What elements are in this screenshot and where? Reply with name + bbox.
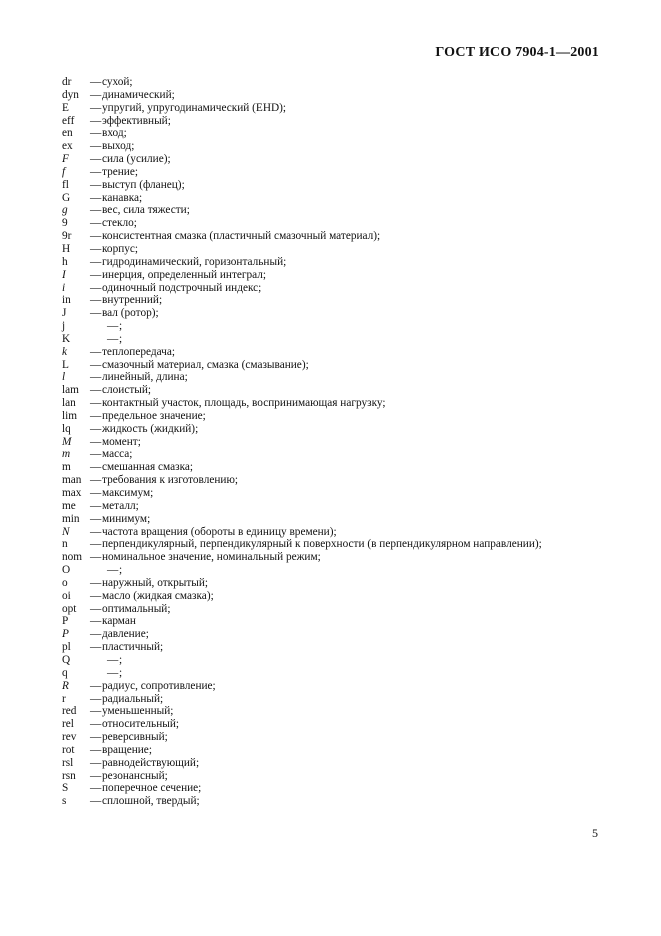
list-item — [62, 89, 622, 102]
dash-separator: — — [90, 679, 102, 692]
dash-separator: — — [90, 551, 102, 564]
dash-separator: — — [90, 731, 102, 744]
symbol-index: E — [62, 101, 69, 114]
symbol-index: oi — [62, 589, 71, 602]
symbol-description: номинальное значение, номинальный режим; — [102, 551, 321, 564]
list-item — [62, 243, 622, 256]
list-item — [62, 718, 622, 731]
symbol-description: вес, сила тяжести; — [102, 204, 190, 217]
symbol-description: уменьшенный; — [102, 705, 174, 718]
symbol-description: выход; — [102, 140, 135, 153]
symbol-index: dr — [62, 76, 72, 88]
symbol-index: P — [62, 615, 69, 628]
list-item — [62, 397, 622, 410]
dash-separator: — — [90, 217, 102, 230]
symbol-description: динамический; — [102, 88, 175, 101]
symbol-description: вращение; — [102, 743, 152, 756]
symbol-index: i — [62, 281, 66, 294]
dash-separator: — — [107, 564, 119, 577]
symbol-description: момент; — [102, 435, 141, 448]
symbol-description: слоистый; — [102, 384, 152, 397]
dash-separator: — — [90, 307, 102, 320]
list-item — [62, 294, 622, 307]
symbol-description: пластичный; — [102, 641, 164, 654]
dash-separator: — — [107, 332, 119, 345]
symbol-index: s — [62, 795, 67, 808]
symbol-description: смешанная смазка; — [102, 461, 194, 474]
symbol-description: масса; — [102, 448, 133, 461]
dash-separator: — — [107, 666, 119, 679]
list-item — [62, 346, 622, 359]
symbol-description: теплопередача; — [102, 345, 175, 358]
symbol-description: относительный; — [102, 718, 180, 731]
symbol-index: R — [62, 679, 69, 692]
list-item — [62, 795, 622, 808]
dash-separator: — — [90, 474, 102, 487]
symbol-description: сплошной, твердый; — [102, 795, 200, 808]
dash-separator: — — [90, 435, 102, 448]
symbol-index: rel — [62, 718, 74, 731]
list-item — [62, 513, 622, 526]
symbol-index: nom — [62, 551, 83, 564]
symbol-description: давление; — [102, 628, 149, 641]
symbol-index: P — [62, 628, 69, 641]
list-item — [62, 693, 622, 706]
dash-separator: — — [90, 641, 102, 654]
dash-separator: — — [90, 499, 102, 512]
symbol-index: I — [62, 268, 66, 281]
list-item — [62, 628, 622, 641]
symbol-description: выступ (фланец); — [102, 178, 185, 191]
symbol-description: металл; — [102, 499, 139, 512]
symbol-index: j — [62, 320, 66, 333]
symbol-index: pl — [62, 641, 71, 654]
list-item — [62, 487, 622, 500]
dash-separator: — — [90, 525, 102, 538]
symbol-index: J — [62, 307, 67, 320]
symbol-index: M — [62, 435, 72, 448]
dash-separator: — — [107, 653, 119, 666]
list-item — [62, 423, 622, 436]
symbol-index: k — [62, 345, 68, 358]
symbol-index: rsn — [62, 769, 76, 782]
dash-separator: — — [90, 756, 102, 769]
list-item — [62, 757, 622, 770]
symbol-index: rsl — [62, 756, 74, 769]
symbol-description: равнодействующий; — [102, 756, 200, 769]
symbol-description: требования к изготовлению; — [102, 474, 239, 487]
dash-separator: — — [90, 165, 102, 178]
dash-separator: — — [90, 191, 102, 204]
list-item — [62, 731, 622, 744]
symbol-index: m — [62, 461, 71, 474]
dash-separator: — — [90, 76, 102, 88]
list-item — [62, 782, 622, 795]
symbol-description: сила (усилие); — [102, 153, 171, 166]
list-item — [62, 127, 622, 140]
symbol-index: en — [62, 127, 73, 140]
symbol-index: N — [62, 525, 70, 538]
dash-separator: — — [90, 782, 102, 795]
dash-separator: — — [90, 576, 102, 589]
list-item — [62, 359, 622, 372]
symbol-index: in — [62, 294, 71, 307]
symbol-index: S — [62, 782, 69, 795]
symbol-description: жидкость (жидкий); — [102, 422, 199, 435]
list-item — [62, 371, 622, 384]
list-item — [62, 102, 622, 115]
symbol-description: гидродинамический, горизонтальный; — [102, 255, 287, 268]
symbol-description: предельное значение; — [102, 409, 206, 422]
symbol-index: l — [62, 371, 66, 384]
dash-separator: — — [90, 512, 102, 525]
symbol-description: смазочный материал, смазка (смазывание); — [102, 358, 309, 371]
symbol-description: инерция, определенный интеграл; — [102, 268, 267, 281]
dash-separator: — — [90, 743, 102, 756]
list-item — [62, 448, 622, 461]
symbol-index: opt — [62, 602, 77, 615]
symbol-description: карман — [102, 615, 136, 628]
symbol-description: канавка; — [102, 191, 143, 204]
list-item — [62, 140, 622, 153]
list-item — [62, 436, 622, 449]
symbol-index: h — [62, 255, 68, 268]
list-item — [62, 76, 622, 89]
list-item — [62, 770, 622, 783]
list-item — [62, 680, 622, 693]
dash-separator: — — [90, 230, 102, 243]
symbol-index: f — [62, 165, 66, 178]
symbol-description: масло (жидкая смазка); — [102, 589, 214, 602]
dash-separator: — — [90, 692, 102, 705]
symbol-index: fl — [62, 178, 69, 191]
dash-separator: — — [90, 255, 102, 268]
symbol-description: максимум; — [102, 487, 154, 499]
dash-separator: — — [90, 127, 102, 140]
dash-separator: — — [90, 153, 102, 166]
symbol-description: линейный, длина; — [102, 371, 188, 384]
dash-separator: — — [90, 422, 102, 435]
list-item — [62, 526, 622, 539]
symbol-index: red — [62, 705, 77, 718]
dash-separator: — — [90, 538, 102, 551]
list-item — [62, 192, 622, 205]
symbol-index: g — [62, 204, 68, 217]
symbol-index: min — [62, 512, 80, 525]
dash-separator: — — [90, 718, 102, 731]
list-item — [62, 269, 622, 282]
symbol-description: перпендикулярный, перпендикулярный к поверхности (в перпендикулярном направлении); — [102, 538, 542, 551]
list-item — [62, 204, 622, 217]
symbol-description: ; — [119, 332, 123, 345]
symbol-index: L — [62, 358, 69, 371]
symbol-description: минимум; — [102, 512, 151, 525]
dash-separator: — — [90, 294, 102, 307]
symbol-index: dyn — [62, 88, 79, 101]
list-item — [62, 115, 622, 128]
symbol-description: ; — [119, 653, 123, 666]
symbol-description: упругий, упругодинамический (EHD); — [102, 101, 287, 114]
dash-separator: — — [90, 268, 102, 281]
dash-separator: — — [90, 487, 102, 499]
dash-separator: — — [90, 140, 102, 153]
dash-separator: — — [90, 602, 102, 615]
symbol-index: 9 — [62, 217, 68, 230]
symbol-index: lq — [62, 422, 71, 435]
dash-separator: — — [90, 242, 102, 255]
dash-separator: — — [90, 88, 102, 101]
list-item — [62, 256, 622, 269]
symbol-description: оптимальный; — [102, 602, 171, 615]
list-item — [62, 615, 622, 628]
symbol-description: внутренний; — [102, 294, 163, 307]
list-item — [62, 538, 622, 551]
symbol-description: реверсивный; — [102, 731, 168, 744]
dash-separator: — — [90, 397, 102, 410]
symbol-description: одиночный подстрочный индекс; — [102, 281, 262, 294]
symbol-description: частота вращения (обороты в единицу времени); — [102, 525, 337, 538]
dash-separator: — — [90, 409, 102, 422]
symbol-index: m — [62, 448, 71, 461]
document-header: ГОСТ ИСО 7904-1—2001 — [435, 45, 599, 60]
dash-separator: — — [90, 461, 102, 474]
symbol-index: Q — [62, 653, 71, 666]
dash-separator: — — [107, 320, 119, 333]
symbol-description: радиальный; — [102, 692, 164, 705]
symbol-description: ; — [119, 666, 123, 679]
dash-separator: — — [90, 615, 102, 628]
list-item — [62, 166, 622, 179]
dash-separator: — — [90, 345, 102, 358]
list-item — [62, 333, 622, 346]
list-item — [62, 705, 622, 718]
list-item — [62, 320, 622, 333]
list-item — [62, 384, 622, 397]
symbol-index: O — [62, 564, 71, 577]
list-item — [62, 654, 622, 667]
list-item — [62, 153, 622, 166]
list-item — [62, 641, 622, 654]
dash-separator: — — [90, 358, 102, 371]
list-item — [62, 577, 622, 590]
symbol-index: max — [62, 487, 82, 499]
dash-separator: — — [90, 178, 102, 191]
list-item — [62, 217, 622, 230]
symbol-description: эффективный; — [102, 114, 171, 127]
symbol-index: G — [62, 191, 71, 204]
symbol-description: ; — [119, 564, 123, 577]
symbol-description: вход; — [102, 127, 127, 140]
symbol-index: me — [62, 499, 76, 512]
symbol-description: радиус, сопротивление; — [102, 679, 216, 692]
dash-separator: — — [90, 384, 102, 397]
symbol-index: K — [62, 332, 71, 345]
list-item — [62, 461, 622, 474]
symbol-index: n — [62, 538, 68, 551]
list-item — [62, 474, 622, 487]
list-item — [62, 307, 622, 320]
page-number: 5 — [592, 826, 598, 840]
dash-separator: — — [90, 795, 102, 808]
dash-separator: — — [90, 204, 102, 217]
dash-separator: — — [90, 705, 102, 718]
dash-separator: — — [90, 114, 102, 127]
symbol-description: поперечное сечение; — [102, 782, 202, 795]
symbol-index: lam — [62, 384, 79, 397]
list-item — [62, 590, 622, 603]
dash-separator: — — [90, 448, 102, 461]
symbol-description: ; — [119, 320, 123, 333]
list-item — [62, 667, 622, 680]
symbol-description: трение; — [102, 165, 138, 178]
symbol-index: eff — [62, 114, 75, 127]
symbol-index: ex — [62, 140, 73, 153]
symbol-index: r — [62, 692, 66, 705]
symbol-description: резонансный; — [102, 769, 168, 782]
symbol-index: F — [62, 153, 69, 166]
symbol-description: консистентная смазка (пластичный смазочный материал); — [102, 230, 381, 243]
dash-separator: — — [90, 628, 102, 641]
dash-separator: — — [90, 101, 102, 114]
dash-separator: — — [90, 769, 102, 782]
symbol-index: 9r — [62, 230, 72, 243]
list-item — [62, 551, 622, 564]
symbol-index: q — [62, 666, 68, 679]
list-item — [62, 500, 622, 513]
list-item — [62, 603, 622, 616]
symbol-index: rev — [62, 731, 77, 744]
list-item — [62, 282, 622, 295]
list-item — [62, 179, 622, 192]
symbol-index: H — [62, 242, 71, 255]
list-item — [62, 230, 622, 243]
list-item — [62, 744, 622, 757]
symbol-index: rot — [62, 743, 75, 756]
dash-separator: — — [90, 589, 102, 602]
symbol-description: контактный участок, площадь, воспринимающая нагрузку; — [102, 397, 386, 410]
symbol-index: man — [62, 474, 82, 487]
symbol-description: наружный, открытый; — [102, 576, 209, 589]
dash-separator: — — [90, 371, 102, 384]
symbol-list — [62, 76, 622, 808]
symbol-index: o — [62, 576, 68, 589]
symbol-description: стекло; — [102, 217, 137, 230]
symbol-index: lan — [62, 397, 76, 410]
symbol-description: сухой; — [102, 76, 133, 88]
symbol-description: вал (ротор); — [102, 307, 159, 320]
list-item — [62, 410, 622, 423]
symbol-description: корпус; — [102, 242, 139, 255]
symbol-index: lim — [62, 409, 78, 422]
list-item — [62, 564, 622, 577]
dash-separator: — — [90, 281, 102, 294]
